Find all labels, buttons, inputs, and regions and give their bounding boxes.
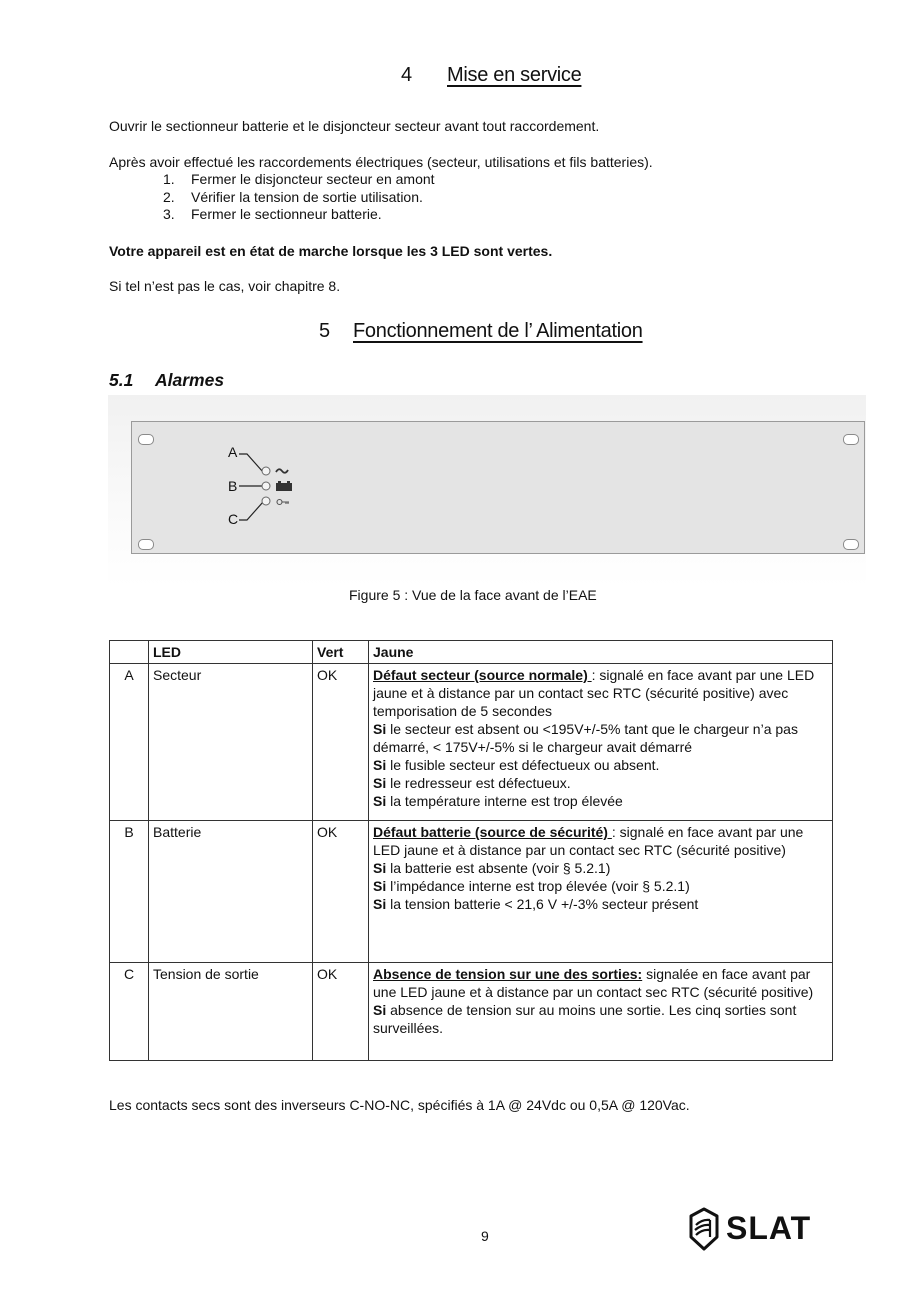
section-number: 4: [401, 64, 412, 86]
page-number: 9: [481, 1228, 489, 1244]
front-panel-illustration: [131, 421, 865, 554]
row-key: A: [110, 664, 149, 821]
yellow-description: Absence de tension sur une des sorties: signalée en face avant par une LED jaune et à distance par un contact sec RTC (sécurité positive) Si absence de tension sur au moins une sortie. Les cinq sorties sont surveillées.: [369, 963, 833, 1061]
column-header: Vert: [313, 641, 369, 664]
led-name: Tension de sortie: [149, 963, 313, 1061]
figure-caption: Figure 5 : Vue de la face avant de l’EAE: [349, 587, 597, 603]
section-5-heading: [319, 320, 643, 343]
table-header-row: [110, 641, 833, 664]
row-key: B: [110, 821, 149, 963]
slat-shield-icon: [688, 1207, 720, 1251]
green-state: OK: [313, 963, 369, 1061]
section-number: 5: [319, 320, 330, 342]
section-title: Fonctionnement de l’ Alimentation: [353, 320, 643, 342]
list-item: 2. Vérifier la tension de sortie utilisation.: [163, 188, 423, 205]
mounting-hole: [138, 539, 154, 550]
mounting-hole: [138, 434, 154, 445]
mounting-hole: [843, 539, 859, 550]
label-b: B: [228, 478, 238, 494]
green-state: OK: [313, 821, 369, 963]
table-row: [110, 963, 833, 1061]
ready-note: Votre appareil est en état de marche lorsque les 3 LED sont vertes.: [109, 243, 553, 259]
otherwise-note: Si tel n’est pas le cas, voir chapitre 8.: [109, 278, 341, 294]
row-key: C: [110, 963, 149, 1061]
list-item: 3. Fermer le sectionneur batterie.: [163, 206, 382, 223]
table-row: [110, 821, 833, 963]
battery-icon: [276, 481, 292, 491]
list-item: 1. Fermer le disjoncteur secteur en amont: [163, 171, 435, 187]
ac-mains-icon: [275, 467, 289, 475]
dry-contacts-note: Les contacts secs sont des inverseurs C-NO-NC, spécifiés à 1A @ 24Vdc ou 0,5A @ 120Vac.: [109, 1097, 690, 1113]
label-c: C: [228, 511, 239, 527]
output-key-icon: [276, 498, 290, 506]
yellow-description: Défaut batterie (source de sécurité) : signalé en face avant par une LED jaune et à distance par un contact sec RTC (sécurité positive) Si la batterie est absente (voir § 5.2.1) Si l’impédance interne est trop élevée (voir § 5.2.1) Si la tension batterie < 21,6 V +/-3% secteur présent: [369, 821, 833, 963]
yellow-description: Défaut secteur (source normale) : signalé en face avant par une LED jaune et à distance par un contact sec RTC (sécurité positive) avec temporisation de 5 secondes Si le secteur est absent ou <195V+/-5% tant que le chargeur n’a pas démarré, < 175V+/-5% si le chargeur avait démarré Si le fusible secteur est défectueux ou absent. Si le redresseur est défectueux. Si la température interne est trop élevée: [369, 664, 833, 821]
intro-paragraph: Ouvrir le sectionneur batterie et le disjoncteur secteur avant tout raccordement.: [109, 118, 600, 134]
led-name: Batterie: [149, 821, 313, 963]
subsection-heading: 5.1 Alarmes: [109, 370, 225, 390]
led-name: Secteur: [149, 664, 313, 821]
green-state: OK: [313, 664, 369, 821]
table-row: [110, 664, 833, 821]
slat-logo: [688, 1207, 822, 1253]
slat-brand-name: SLAT: [726, 1210, 812, 1246]
section-4-heading: [401, 64, 581, 87]
section-title: Mise en service: [447, 64, 582, 86]
column-header: Jaune: [369, 641, 833, 664]
column-header: [110, 641, 149, 664]
mounting-hole: [843, 434, 859, 445]
label-a: A: [228, 444, 238, 460]
after-connections-paragraph: Après avoir effectué les raccordements électriques (secteur, utilisations et fils batteries).: [109, 154, 653, 170]
led-alarm-table: [109, 640, 833, 1061]
startup-steps-list: [163, 171, 435, 224]
column-header: LED: [149, 641, 313, 664]
